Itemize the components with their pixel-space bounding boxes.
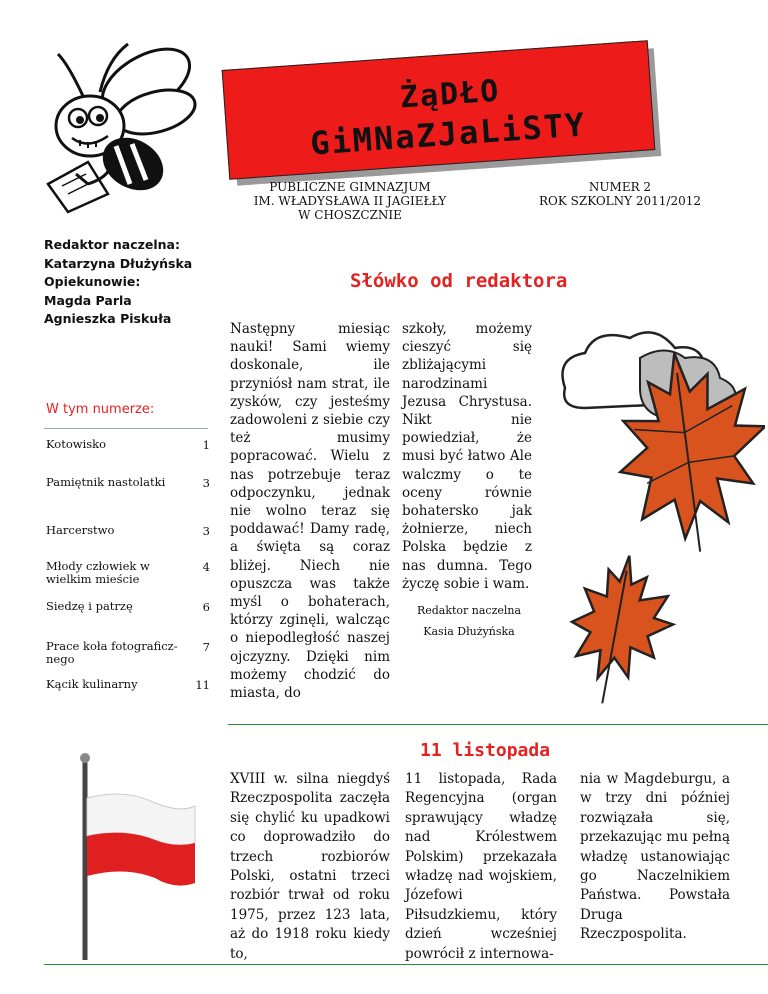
editorial-staff — [44, 236, 192, 329]
polish-flag-illustration — [55, 748, 205, 963]
editorial-column-2: szkoły, możemy cieszyć się zbliżającymi narodzinami Jezusa Chrystusa. Nikt nie powiedział, że musi być łatwo Ale walczmy o te oceny równie bohatersko jak żołnierze, niech Polska będzie z nas dumna. Tego życzę sobie i wam. — [402, 321, 532, 592]
school-year: ROK SZKOLNY 2011/2012 — [538, 194, 702, 208]
toc-item[interactable]: Młody człowiek w wielkim mieście 4 — [46, 559, 210, 586]
school-line3: W CHOSZCZNIE — [298, 208, 402, 222]
toc-title: W tym numerze: — [46, 402, 155, 417]
toc-item[interactable]: Pamiętnik nastolatki 3 — [46, 475, 210, 490]
bee-mascot-illustration — [28, 34, 208, 214]
issue-number: NUMER 2 — [588, 180, 652, 194]
november-column-2: 11 listopada, Rada Regencyjna (organ sprawujący władzę nad Królestwem Polskim) przekazała władzę nad wojskiem, Józefowi Piłsudzkiemu, który dzień wcześniej powrócił z internowa- — [405, 771, 557, 962]
november-column-3: nia w Magdeburgu, a w trzy dni później rozwiązała się, przekazując mu pełną władzę ustanowiając go Naczelnikiem Państwa. Powstała Druga Rzeczpospolita. — [580, 771, 730, 943]
staff-line: Magda Parla — [44, 292, 132, 308]
school-line2: IM. WŁADYSŁAWA II JAGIEŁŁY — [253, 194, 447, 208]
footer-divider — [44, 964, 768, 965]
masthead-title-line1: ŻąDŁO — [398, 73, 502, 116]
toc-divider — [44, 428, 208, 429]
masthead-title-line2: GiMNaZJaLiSTY — [309, 105, 588, 163]
staff-line: Redaktor naczelna: — [44, 237, 180, 252]
staff-line: Opiekunowie: — [44, 274, 141, 289]
masthead-banner — [225, 55, 655, 175]
toc-item[interactable]: Kotowisko 1 — [46, 437, 210, 452]
toc-item[interactable]: Siedzę i patrzę 6 — [46, 599, 210, 614]
cloud-and-leaves-illustration — [545, 318, 765, 718]
toc-item[interactable]: Prace koła fotograficz-nego 7 — [46, 639, 210, 666]
editorial-signature-role: Redaktor naczelna — [416, 604, 522, 617]
editorial-signature-name: Kasia Dłużyńska — [423, 625, 515, 638]
staff-line: Agnieszka Piskuła — [44, 311, 172, 326]
section-divider — [228, 724, 768, 725]
school-line1: PUBLICZNE GIMNAZJUM — [269, 180, 431, 194]
editorial-column-1: Następny miesiąc nauki! Sami wiemy doskonale, ile przyniósł nam strat, ile zysków, czy jesteśmy zadowoleni z siebie czy też musimy popracować. Wielu z nas potrzebuje teraz odpoczynku, jednak nie wolno teraz się poddawać! Damy radę, a święta są coraz bliżej. Niech nie opuszcza was także myśl o bohaterach, którzy zginęli, walcząc o niepodległość naszej ojczyzny. Dzięki nim możemy chodzić do miasta, do — [230, 321, 390, 702]
editorial-heading: Słówko od redaktora — [350, 270, 568, 292]
november-column-1: XVIII w. silna niegdyś Rzeczpospolita zaczęła się chylić ku upadkowi co doprowadziło do trzech rozbiorów Polski, ostatni trzeci rozbiór trwał od roku 1975, przez 123 lata, aż do 1918 roku kiedy to, — [230, 771, 390, 962]
school-info — [230, 180, 470, 222]
staff-line: Katarzyna Dłużyńska — [44, 255, 193, 271]
issue-info — [525, 180, 715, 208]
november-heading: 11 listopada — [420, 740, 551, 761]
toc-item[interactable]: Harcerstwo 3 — [46, 523, 210, 538]
toc-item[interactable]: Kącik kulinarny 11 — [46, 677, 210, 692]
